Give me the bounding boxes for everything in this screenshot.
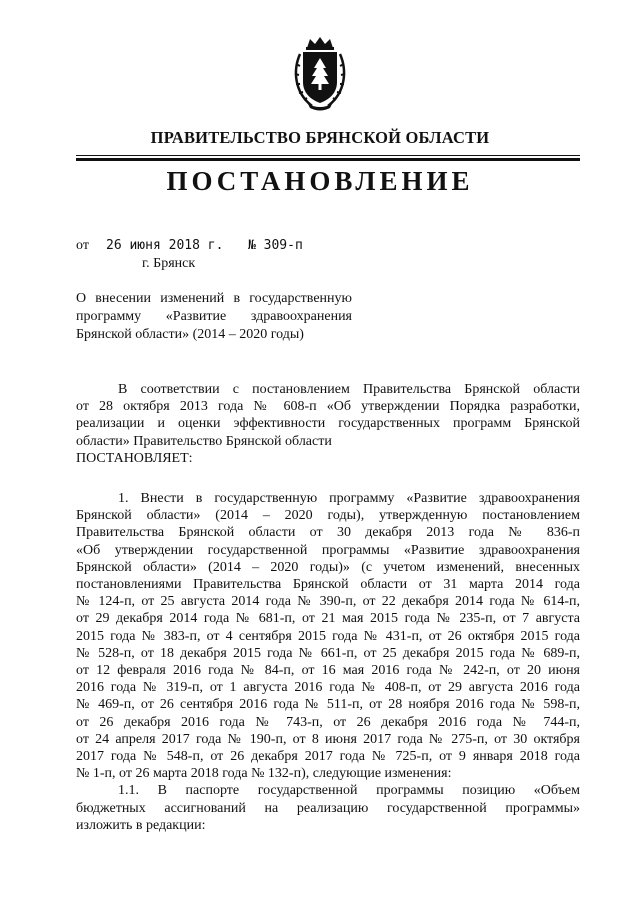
text-line: от 29 декабря 2014 года № 681-п, от 21 мая 2015 года № 235-п, от 7 августа: [76, 611, 580, 627]
text-line: «Об утверждении государственной программы «Развитие здравоохранения: [76, 542, 580, 558]
subject-line: О внесении изменений в государственную: [76, 291, 352, 306]
text-line: № 124-п, от 25 августа 2014 года № 390-п, от 22 декабря 2014 года № 614-п,: [76, 594, 580, 610]
text-line: 1. Внести в государственную программу «Развитие здравоохранения: [118, 491, 580, 506]
text-line: 2017 года № 548-п, от 26 декабря 2017 года № 725-п, от 9 января 2018 года: [76, 749, 580, 765]
document-type: ПОСТАНОВЛЕНИЕ: [166, 166, 474, 196]
text-line: № 528-п, от 18 декабря 2015 года № 661-п, от 25 декабря 2015 года № 689-п,: [76, 645, 580, 661]
text-line: 2015 года № 383-п, от 4 сентября 2015 года № 431-п, от 26 октября 2015 года: [76, 628, 580, 644]
document-number: № 309-п: [248, 238, 303, 253]
text-line: № 469-п, от 26 сентября 2016 года № 511-п, от 28 ноября 2016 года № 598-п,: [76, 697, 580, 713]
text-line: реализации и оценки эффективности государственных программ Брянской: [76, 416, 580, 432]
coat-of-arms-icon: [290, 36, 350, 112]
text-line: от 12 февраля 2016 года № 84-п, от 16 мая 2016 года № 242-п, от 20 июня: [76, 663, 580, 679]
text-line: Брянской области» (2014 – 2020 годы)» (с учетом изменений, внесенных: [76, 559, 580, 575]
text-line: постановлениями Правительства Брянской области от 31 марта 2014 года: [76, 577, 580, 593]
text-line: В соответствии с постановлением Правительства Брянской области: [118, 382, 580, 397]
preamble-paragraph: [76, 381, 580, 467]
text-line: бюджетных ассигнований на реализацию государственной программы»: [76, 800, 580, 816]
text-line: 1.1. В паспорте государственной программы позицию «Объем: [118, 783, 580, 799]
decree-word: ПОСТАНОВЛЯЕТ:: [76, 450, 193, 466]
body-paragraph: [76, 490, 580, 834]
subject-line: Брянской области» (2014 – 2020 годы): [76, 327, 304, 342]
text-line: изложить в редакции:: [76, 817, 206, 833]
text-line: Брянской области» (2014 – 2020 годы), утвержденную постановлением: [76, 508, 580, 524]
text-line: Правительства Брянской области от 30 декабря 2013 года № 836-п: [76, 525, 580, 541]
header-rule-thick: [76, 158, 580, 161]
header-rule-thin: [76, 155, 580, 156]
date-number-line: [76, 238, 303, 254]
subject-line: программу «Развитие здравоохранения: [76, 309, 352, 324]
text-line: области» Правительство Брянской области: [76, 433, 332, 449]
document-city: г. Брянск: [142, 256, 196, 271]
text-line: от 24 апреля 2017 года № 190-п, от 8 июня 2017 года № 275-п, от 30 октября: [76, 731, 580, 747]
text-line: от 28 октября 2013 года № 608-п «Об утверждении Порядка разработки,: [76, 399, 580, 415]
text-line: от 26 декабря 2016 года № 743-п, от 26 декабря 2016 года № 744-п,: [76, 714, 580, 730]
from-label: от: [76, 238, 89, 253]
text-line: 2016 года № 319-п, от 1 августа 2016 года № 408-п, от 29 августа 2016 года: [76, 680, 580, 696]
document-subject: [76, 290, 352, 344]
document-date: 26 июня 2018 г.: [106, 238, 224, 253]
text-line: № 1-п, от 26 марта 2018 года № 132-п), следующие изменения:: [76, 766, 452, 782]
government-title: ПРАВИТЕЛЬСТВО БРЯНСКОЙ ОБЛАСТИ: [150, 128, 490, 147]
